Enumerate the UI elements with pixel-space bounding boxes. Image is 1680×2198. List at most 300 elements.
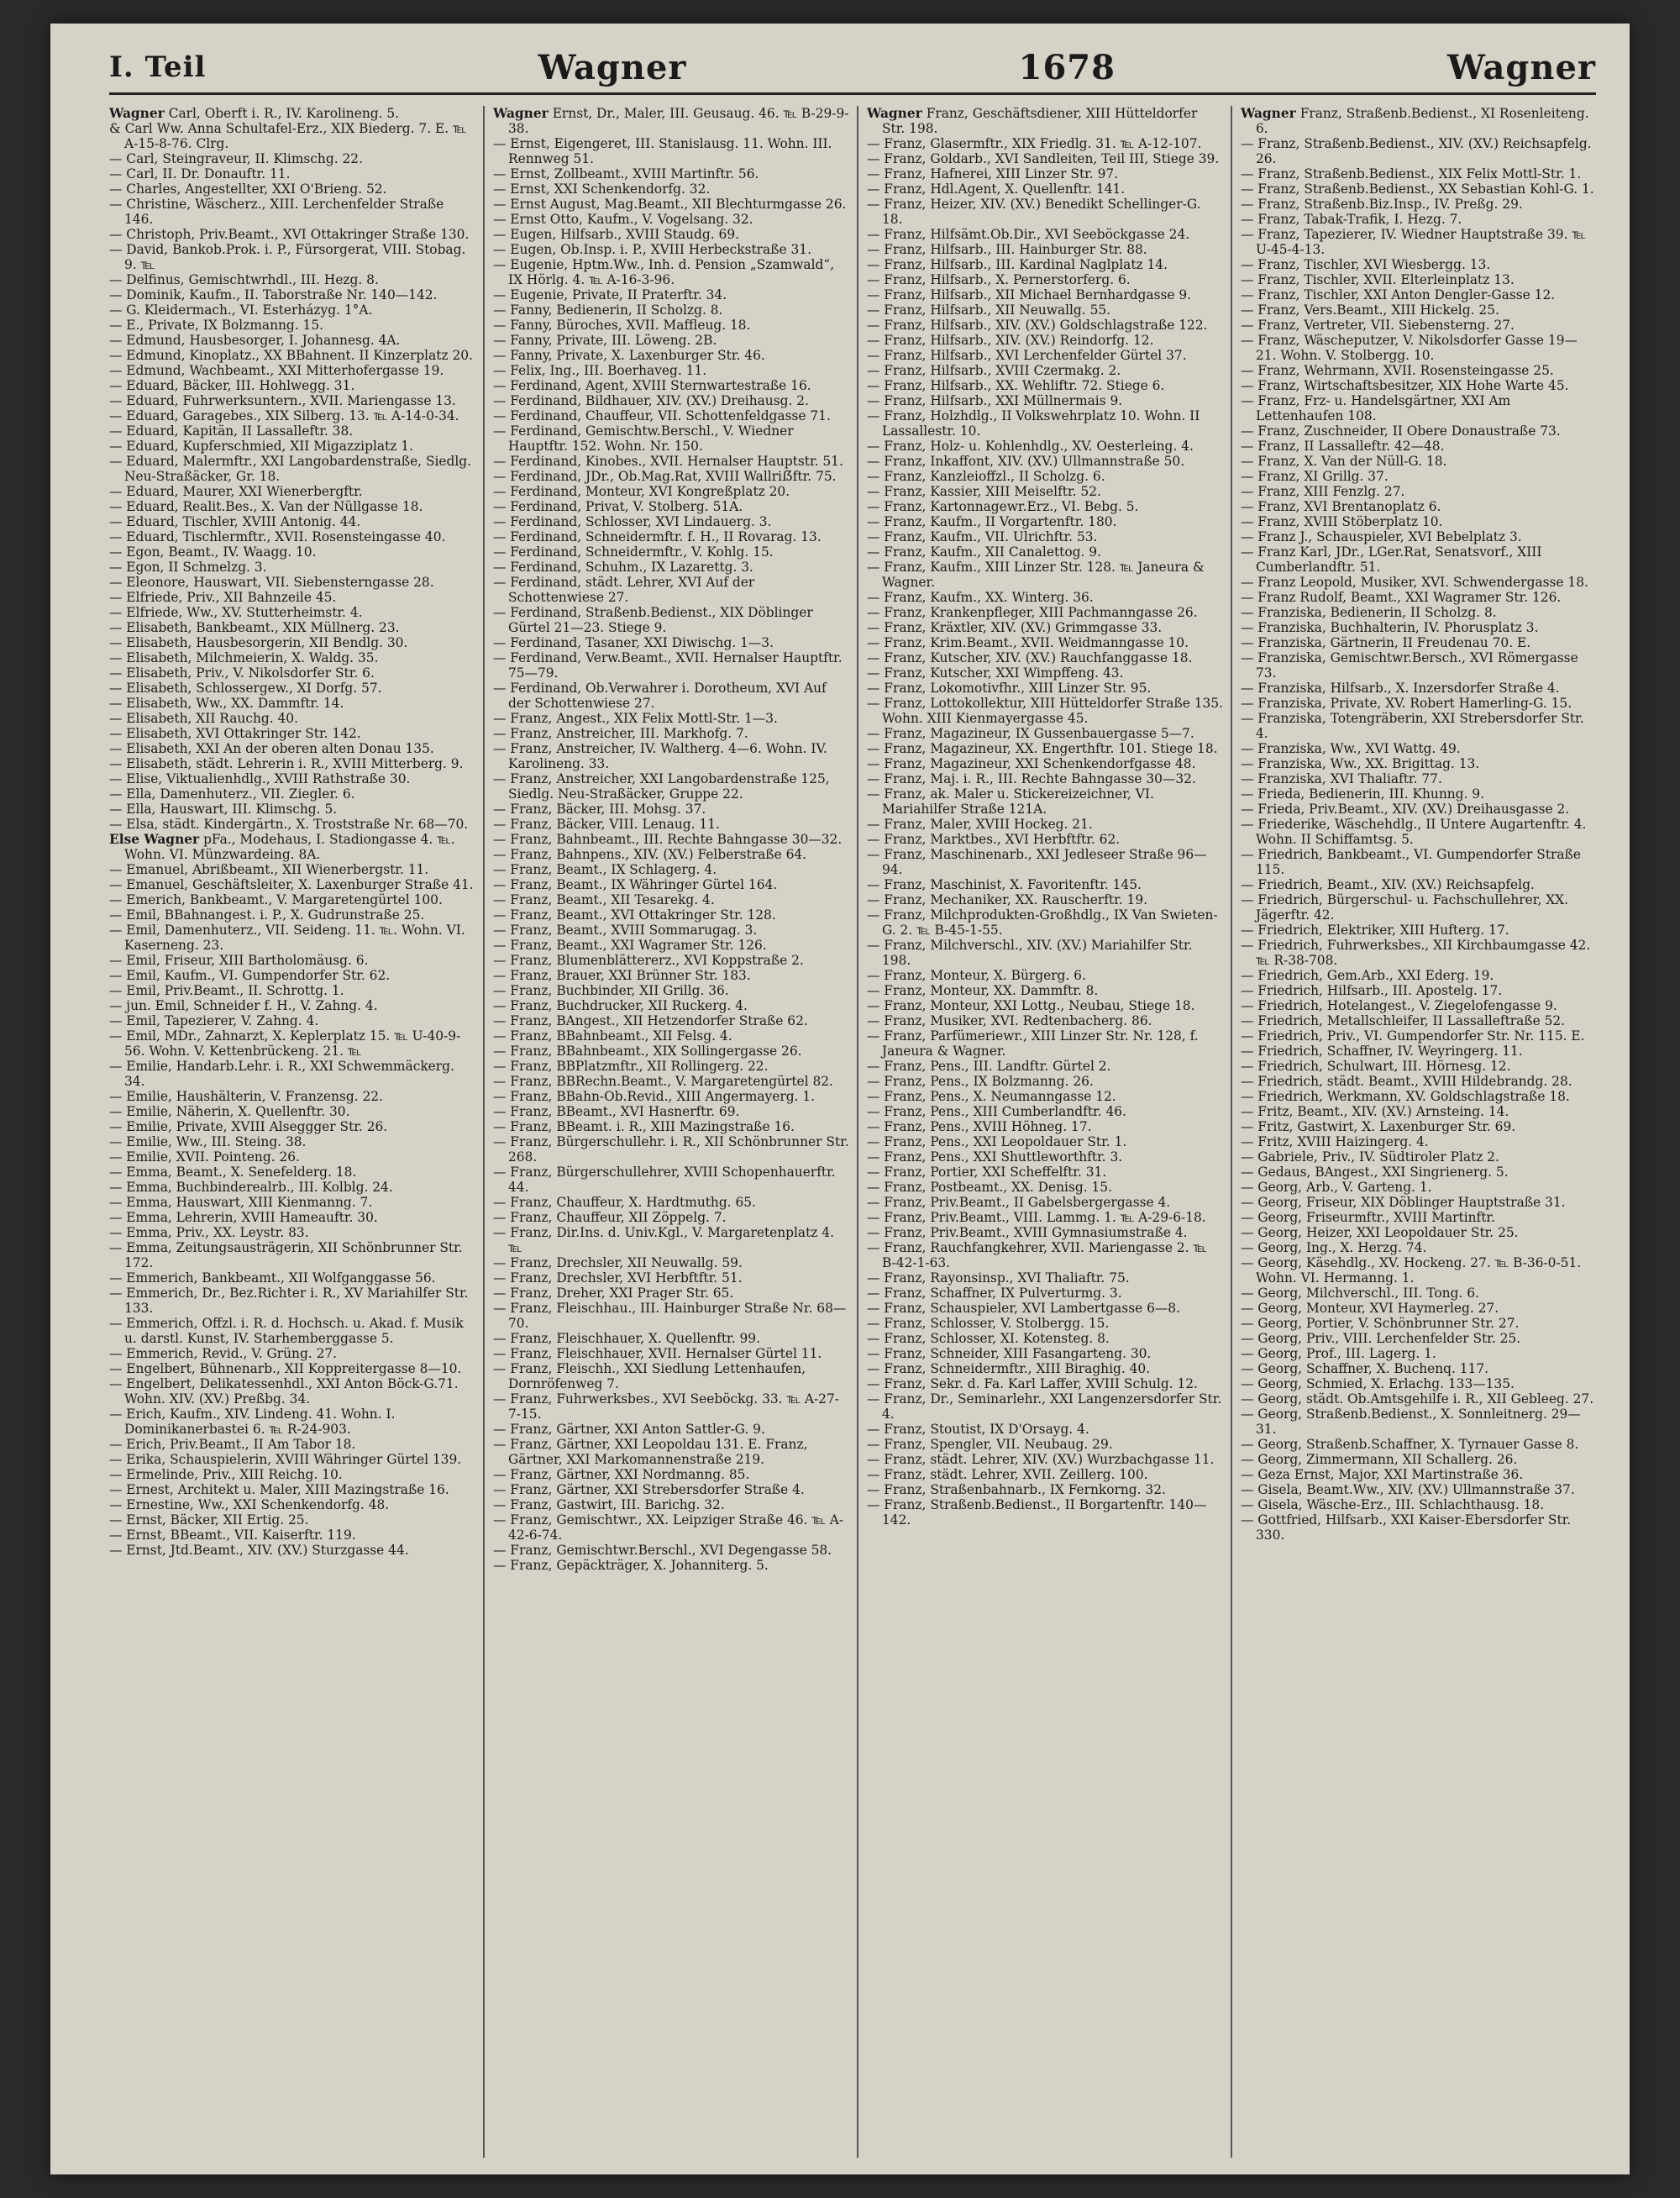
- entry-dash: —: [1241, 363, 1254, 378]
- entry-text: E., Private, IX Bolzmanng. 15.: [126, 318, 324, 333]
- directory-entry: [867, 741, 1224, 756]
- directory-entry: [493, 635, 850, 650]
- entry-text: Ernst, Bäcker, XII Ertig. 25.: [126, 1512, 309, 1528]
- entry-surname: Wagner: [1241, 106, 1296, 121]
- directory-entry: [1241, 529, 1598, 544]
- directory-entry: [867, 620, 1224, 635]
- entry-text: Emmerich, Dr., Bez.Richter i. R., XV Mariahilfer Str. 133.: [124, 1286, 469, 1316]
- directory-entry: [867, 151, 1224, 166]
- entry-dash: —: [867, 1361, 880, 1376]
- entry-text: Ella, Hauswart, III. Klimschg. 5.: [126, 802, 338, 817]
- entry-dash: —: [867, 1452, 880, 1467]
- entry-text: jun. Emil, Schneider f. H., V. Zahng. 4.: [126, 998, 378, 1013]
- directory-entry: [1241, 590, 1598, 605]
- entry-text: Eleonore, Hauswart, VII. Siebensterngasse 28.: [126, 575, 434, 590]
- entry-dash: —: [493, 923, 507, 938]
- entry-text: Franz, Brauer, XXI Brünner Str. 183.: [510, 968, 751, 983]
- entry-text: Franz, Beamt., XVI Ottakringer Str. 128.: [510, 907, 776, 923]
- entry-dash: —: [493, 408, 507, 423]
- directory-entry: [493, 1134, 850, 1165]
- directory-entry: [109, 106, 476, 121]
- entry-dash: —: [1241, 1512, 1254, 1528]
- directory-entry: [867, 1482, 1224, 1497]
- directory-entry: [867, 560, 1224, 590]
- entry-dash: —: [1241, 1180, 1254, 1195]
- directory-entry: [109, 363, 476, 378]
- directory-entry: [493, 529, 850, 544]
- directory-entry: [493, 1089, 850, 1104]
- entry-text: Elfriede, Priv., XII Bahnzeile 45.: [126, 590, 337, 605]
- directory-entry: [867, 756, 1224, 771]
- column-2: [483, 106, 857, 2158]
- directory-entry: [109, 1361, 476, 1376]
- entry-text: Franz, BAngest., XII Hetzendorfer Straße 62.: [510, 1013, 808, 1028]
- entry-dash: —: [867, 393, 880, 408]
- directory-entry: [867, 1225, 1224, 1240]
- entry-dash: —: [493, 333, 507, 348]
- entry-dash: —: [1241, 681, 1254, 696]
- entry-text: Friedrich, Schaffner, IV. Weyringerg. 11.: [1257, 1044, 1523, 1059]
- directory-entry: [109, 681, 476, 696]
- entry-dash: —: [109, 529, 123, 544]
- entry-text: Georg, Schaffner, X. Buchenq. 117.: [1257, 1361, 1489, 1376]
- directory-entry: [493, 1346, 850, 1361]
- directory-entry: [493, 832, 850, 847]
- entry-text: Franz, Bahnpens., XIV. (XV.) Felberstraße 64.: [510, 847, 807, 862]
- entry-dash: —: [493, 741, 507, 756]
- entry-text: Georg, Schmied, X. Erlachg. 133—135.: [1257, 1376, 1515, 1391]
- entry-text: Franz, Lottokollektur, XIII Hütteldorfer Straße 135. Wohn. XIII Kienmayergasse 45.: [882, 696, 1224, 726]
- entry-dash: —: [867, 348, 880, 363]
- directory-entry: [493, 711, 850, 726]
- entry-text: Franz, Hilfsarb., III. Hainburger Str. 88.: [884, 242, 1147, 257]
- entry-dash: —: [493, 499, 507, 514]
- entry-text: Franz, Wehrmann, XVII. Rosensteingasse 25.: [1257, 363, 1554, 378]
- directory-entry: [493, 1270, 850, 1286]
- directory-entry: [1241, 983, 1598, 998]
- entry-text: Egon, II Schmelzg. 3.: [126, 560, 267, 575]
- entry-text: Franz, Schneider, XIII Fasangarteng. 30.: [884, 1346, 1152, 1361]
- entry-dash: —: [493, 802, 507, 817]
- directory-entry: [109, 302, 476, 318]
- entry-dash: —: [493, 197, 507, 212]
- entry-text: Fritz, XVIII Haizingerg. 4.: [1257, 1134, 1429, 1149]
- directory-entry: [1241, 423, 1598, 439]
- directory-entry: [109, 121, 476, 151]
- directory-entry: [867, 136, 1224, 151]
- entry-text: Franz, Mechaniker, XX. Rauscherftr. 19.: [884, 892, 1148, 907]
- entry-text: Franz, Stoutist, IX D'Orsayg. 4.: [884, 1422, 1089, 1437]
- entry-text: Franz, Priv.Beamt., VIII. Lammg. 1. ℡ A-29-6-18.: [884, 1210, 1206, 1225]
- directory-entry: [1241, 817, 1598, 847]
- entry-dash: —: [109, 1104, 123, 1119]
- directory-entry: [109, 1316, 476, 1346]
- entry-text: Franz, städt. Lehrer, XVII. Zeillerg. 100.: [884, 1467, 1148, 1482]
- entry-text: Franz, BBahnbeamt., XII Felsg. 4.: [510, 1028, 732, 1044]
- entry-text: Franz, Schlosser, V. Stolbergg. 15.: [884, 1316, 1110, 1331]
- directory-entry: [493, 817, 850, 832]
- entry-dash: —: [493, 1089, 507, 1104]
- directory-entry: [109, 1028, 476, 1059]
- entry-surname: Wagner: [867, 106, 922, 121]
- entry-surname: Else Wagner: [109, 832, 200, 847]
- entry-dash: —: [493, 1210, 507, 1225]
- entry-dash: —: [493, 242, 507, 257]
- directory-entry: [109, 378, 476, 393]
- entry-text: Franz, Gärtner, XXI Anton Sattler-G. 9.: [510, 1422, 765, 1437]
- entry-columns: [109, 106, 1604, 2158]
- entry-text: Franz, Schauspieler, XVI Lambertgasse 6—8.: [884, 1301, 1180, 1316]
- entry-text: Franz, Angest., XIX Felix Mottl-Str. 1—3.: [510, 711, 778, 726]
- directory-entry: [109, 499, 476, 514]
- entry-text: Ernst, Dr., Maler, III. Geusaug. 46. ℡ B-29-9-38.: [508, 106, 849, 136]
- directory-entry: [1241, 1059, 1598, 1074]
- directory-entry: [867, 469, 1224, 484]
- directory-entry: [109, 1104, 476, 1119]
- entry-text: Franz, Drechsler, XVI Herbftftr. 51.: [510, 1270, 743, 1286]
- directory-entry: [867, 1165, 1224, 1180]
- entry-text: Carl, Oberft i. R., IV. Karolineng. 5.: [168, 106, 400, 121]
- directory-entry: [109, 620, 476, 635]
- entry-text: Franz, Schlosser, XI. Kotensteg. 8.: [884, 1331, 1110, 1346]
- entry-text: Elisabeth, Bankbeamt., XIX Müllnerg. 23.: [126, 620, 400, 635]
- entry-dash: —: [493, 1286, 507, 1301]
- entry-dash: —: [493, 227, 507, 242]
- entry-text: Franz, Kaufm., XIII Linzer Str. 128. ℡ Janeura & Wagner.: [882, 560, 1205, 590]
- entry-text: Eugen, Hilfsarb., XVIII Staudg. 69.: [510, 227, 740, 242]
- entry-text: Carl, Steingraveur, II. Klimschg. 22.: [126, 151, 363, 166]
- entry-text: Franz, Schneidermftr., XIII Biraghig. 40.: [884, 1361, 1151, 1376]
- entry-text: Friedrich, Priv., VI. Gumpendorfer Str. Nr. 115. E.: [1257, 1028, 1585, 1044]
- entry-text: Elisabeth, Hausbesorgerin, XII Bendlg. 30.: [126, 635, 408, 650]
- entry-dash: —: [1241, 197, 1254, 212]
- entry-text: Emma, Buchbinderealrb., III. Kolblg. 24.: [126, 1180, 393, 1195]
- entry-dash: —: [1241, 1452, 1254, 1467]
- entry-dash: —: [493, 832, 507, 847]
- entry-text: Fanny, Büroches, XVII. Maffleug. 18.: [510, 318, 751, 333]
- directory-entry: [109, 1543, 476, 1558]
- running-head-left: Wagner: [538, 47, 687, 87]
- entry-dash: —: [1241, 1013, 1254, 1028]
- entry-dash: —: [867, 1165, 880, 1180]
- directory-entry: [109, 287, 476, 302]
- entry-dash: —: [493, 454, 507, 469]
- directory-entry: [867, 786, 1224, 817]
- entry-dash: —: [109, 741, 123, 756]
- directory-entry: [1241, 756, 1598, 771]
- directory-entry: [867, 393, 1224, 408]
- directory-entry: [867, 166, 1224, 181]
- entry-dash: —: [867, 938, 880, 953]
- entry-dash: —: [867, 1240, 880, 1255]
- entry-dash: —: [867, 998, 880, 1013]
- directory-entry: [109, 590, 476, 605]
- directory-entry: [867, 439, 1224, 454]
- entry-dash: —: [1241, 499, 1254, 514]
- entry-dash: —: [867, 408, 880, 423]
- entry-text: Eduard, Bäcker, III. Hohlwegg. 31.: [126, 378, 355, 393]
- entry-text: Franz, II Lassalleftr. 42—48.: [1257, 439, 1445, 454]
- entry-text: Georg, Heizer, XXI Leopoldauer Str. 25.: [1257, 1225, 1519, 1240]
- directory-entry: [109, 1346, 476, 1361]
- entry-dash: —: [109, 923, 123, 938]
- entry-text: Franziska, XVI Thaliaftr. 77.: [1257, 771, 1442, 786]
- column-3: [857, 106, 1231, 2158]
- directory-entry: [867, 1134, 1224, 1149]
- entry-text: Emmerich, Revid., V. Grüng. 27.: [126, 1346, 338, 1361]
- entry-text: Franz, Kaufm., XX. Winterg. 36.: [884, 590, 1094, 605]
- entry-dash: —: [493, 1165, 507, 1180]
- entry-text: Elisabeth, städt. Lehrerin i. R., XVIII Mitterberg. 9.: [126, 756, 464, 771]
- directory-entry: [109, 1119, 476, 1134]
- directory-entry: [1241, 741, 1598, 756]
- entry-text: Franz, Beamt., IX Währinger Gürtel 164.: [510, 877, 778, 892]
- directory-entry: [109, 817, 476, 832]
- directory-entry: [867, 1240, 1224, 1270]
- directory-entry: [493, 1255, 850, 1270]
- directory-entry: [109, 181, 476, 197]
- entry-text: Gedaus, BAngest., XXI Singrienerg. 5.: [1257, 1165, 1509, 1180]
- entry-text: Fanny, Bedienerin, II Scholzg. 8.: [510, 302, 723, 318]
- entry-dash: —: [493, 1119, 507, 1134]
- entry-text: Franz, Dr., Seminarlehr., XXI Langenzersdorfer Str. 4.: [882, 1391, 1222, 1422]
- directory-entry: [109, 242, 476, 272]
- entry-text: Franz, Kaufm., VII. Ulrichftr. 53.: [884, 529, 1098, 544]
- directory-entry: [493, 907, 850, 923]
- directory-entry: [493, 1361, 850, 1391]
- directory-entry: [493, 544, 850, 560]
- directory-entry: [493, 1059, 850, 1074]
- entry-text: Franz, XVI Brentanoplatz 6.: [1257, 499, 1441, 514]
- directory-entry: [109, 665, 476, 681]
- entry-dash: —: [1241, 1104, 1254, 1119]
- entry-text: Franz, Kutscher, XIV. (XV.) Rauchfanggasse 18.: [884, 650, 1193, 665]
- entry-text: Georg, Portier, V. Schönbrunner Str. 27.: [1257, 1316, 1520, 1331]
- entry-text: Franz, Monteur, XX. Dammftr. 8.: [884, 983, 1099, 998]
- entry-dash: —: [1241, 1255, 1254, 1270]
- entry-text: Franz, Pens., IX Bolzmanng. 26.: [884, 1074, 1094, 1089]
- entry-dash: —: [109, 650, 123, 665]
- directory-entry: [109, 1407, 476, 1437]
- directory-entry: [109, 1165, 476, 1180]
- directory-entry: [493, 499, 850, 514]
- entry-text: Franz, Gärtner, XXI Strebersdorfer Straße 4.: [510, 1482, 805, 1497]
- entry-dash: —: [867, 635, 880, 650]
- entry-dash: —: [1241, 302, 1254, 318]
- entry-dash: —: [109, 756, 123, 771]
- entry-text: Georg, Prof., III. Lagerg. 1.: [1257, 1346, 1436, 1361]
- entry-text: Ferdinand, Kinobes., XVII. Hernalser Hauptstr. 51.: [510, 454, 843, 469]
- entry-text: Georg, Käsehdlg., XV. Hockeng. 27. ℡ B-36-0-51. Wohn. VI. Hermanng. 1.: [1256, 1255, 1582, 1286]
- entry-dash: —: [109, 1528, 123, 1543]
- directory-entry: [867, 1013, 1224, 1028]
- directory-entry: [1241, 1376, 1598, 1391]
- entry-dash: —: [493, 1391, 507, 1407]
- entry-dash: —: [1241, 514, 1254, 529]
- entry-text: Franz, Holz- u. Kohlenhdlg., XV. Oesterleing. 4.: [884, 439, 1194, 454]
- entry-dash: —: [493, 378, 507, 393]
- entry-dash: —: [109, 1119, 123, 1134]
- entry-dash: —: [867, 650, 880, 665]
- entry-text: Franz, Tischler, XXI Anton Dengler-Gasse 12.: [1257, 287, 1556, 302]
- entry-text: Fritz, Beamt., XIV. (XV.) Arnsteing. 14.: [1257, 1104, 1509, 1119]
- entry-dash: —: [1241, 136, 1254, 151]
- entry-dash: —: [867, 741, 880, 756]
- entry-text: Franz, Pens., XXI Shuttleworthftr. 3.: [884, 1149, 1123, 1165]
- directory-entry: [867, 1059, 1224, 1074]
- entry-text: Franz, Straßenb.Bedienst., XI Rosenleiteng. 6.: [1256, 106, 1589, 136]
- entry-dash: —: [1241, 257, 1254, 272]
- entry-text: Friedrich, Bürgerschul- u. Fachschullehrer, XX. Jägerftr. 42.: [1256, 892, 1569, 923]
- entry-text: Franz, Gärtner, XXI Leopoldau 131. E. Franz, Gärtner, XXI Markomannenstraße 219.: [508, 1437, 808, 1467]
- entry-text: Franz, Gemischtwr., XX. Leipziger Straße 46. ℡ A-42-6-74.: [508, 1512, 844, 1543]
- entry-text: Franz, X. Van der Nüll-G. 18.: [1257, 454, 1447, 469]
- entry-dash: —: [109, 1180, 123, 1195]
- entry-dash: —: [1241, 1240, 1254, 1255]
- entry-text: Engelbert, Bühnenarb., XII Koppreitergasse 8—10.: [126, 1361, 462, 1376]
- entry-dash: —: [867, 166, 880, 181]
- directory-entry: [493, 408, 850, 423]
- directory-entry: [493, 998, 850, 1013]
- entry-text: Fritz, Gastwirt, X. Laxenburger Str. 69.: [1257, 1119, 1516, 1134]
- directory-entry: [109, 1497, 476, 1512]
- entry-dash: —: [109, 484, 123, 499]
- directory-entry: [1241, 1497, 1598, 1512]
- entry-dash: —: [1241, 1165, 1254, 1180]
- directory-entry: [1241, 1286, 1598, 1301]
- entry-text: Franz, Maschinist, X. Favoritenftr. 145.: [884, 877, 1142, 892]
- entry-dash: —: [109, 771, 123, 786]
- entry-text: Ella, Damenhuterz., VII. Ziegler. 6.: [126, 786, 355, 802]
- entry-dash: —: [867, 272, 880, 287]
- directory-entry: [109, 1180, 476, 1195]
- entry-text: Franz, Hilfsarb., XVIII Czermakg. 2.: [884, 363, 1121, 378]
- entry-dash: —: [867, 560, 880, 575]
- entry-dash: —: [1241, 181, 1254, 197]
- directory-entry: [493, 363, 850, 378]
- entry-text: Franz, Marktbes., XVI Herbftftr. 62.: [884, 832, 1121, 847]
- entry-text: Friedrich, Bankbeamt., VI. Gumpendorfer Straße 115.: [1256, 847, 1581, 877]
- directory-entry: [109, 1013, 476, 1028]
- directory-entry: [867, 302, 1224, 318]
- directory-entry: [867, 1195, 1224, 1210]
- entry-dash: —: [493, 953, 507, 968]
- entry-text: Georg, Priv., VIII. Lerchenfelder Str. 25.: [1257, 1331, 1521, 1346]
- entry-text: Franz, Magazineur, IX Gussenbauergasse 5—7.: [884, 726, 1194, 741]
- directory-entry: [493, 1028, 850, 1044]
- entry-dash: —: [1241, 1482, 1254, 1497]
- directory-entry: [109, 862, 476, 877]
- entry-dash: —: [867, 227, 880, 242]
- entry-text: Franz, Parfümeriewr., XIII Linzer Str. Nr. 128, f. Janeura & Wagner.: [882, 1028, 1199, 1059]
- entry-dash: —: [109, 605, 123, 620]
- directory-entry: [1241, 1074, 1598, 1089]
- directory-entry: [1241, 711, 1598, 741]
- entry-dash: —: [1241, 650, 1254, 665]
- entry-dash: —: [867, 318, 880, 333]
- entry-text: Engelbert, Delikatessenhdl., XXI Anton Böck-G.71. Wohn. XIV. (XV.) Preßbg. 34.: [124, 1376, 459, 1407]
- entry-text: Franz, Bürgerschullehrer, XVIII Schopenhauerftr. 44.: [508, 1165, 836, 1195]
- entry-text: Ferdinand, Schlosser, XVI Lindauerg. 3.: [510, 514, 772, 529]
- entry-text: Ferdinand, Monteur, XVI Kongreßplatz 20.: [510, 484, 790, 499]
- directory-entry: [1241, 287, 1598, 302]
- directory-entry: [867, 696, 1224, 726]
- directory-entry: [109, 968, 476, 983]
- entry-text: Franziska, Hilfsarb., X. Inzersdorfer Straße 4.: [1257, 681, 1560, 696]
- entry-dash: —: [109, 318, 123, 333]
- entry-dash: —: [867, 1028, 880, 1044]
- directory-entry: [493, 333, 850, 348]
- entry-dash: —: [867, 726, 880, 741]
- directory-entry: [493, 1210, 850, 1225]
- directory-entry: [1241, 998, 1598, 1013]
- entry-text: Franz, XIII Fenzlg. 27.: [1257, 484, 1405, 499]
- entry-text: Ferdinand, Verw.Beamt., XVII. Hernalser Hauptftr. 75—79.: [508, 650, 843, 681]
- entry-text: Friedrich, Fuhrwerksbes., XII Kirchbaumgasse 42. ℡ R-38-708.: [1256, 938, 1591, 968]
- directory-entry: [867, 454, 1224, 469]
- entry-dash: —: [1241, 469, 1254, 484]
- directory-entry: [493, 242, 850, 257]
- entry-dash: —: [1241, 1316, 1254, 1331]
- entry-dash: —: [1241, 1437, 1254, 1452]
- entry-text: Fanny, Private, X. Laxenburger Str. 46.: [510, 348, 765, 363]
- entry-dash: —: [867, 1467, 880, 1482]
- entry-text: Franz, Anstreicher, IV. Waltherg. 4—6. Wohn. IV. Karolineng. 33.: [508, 741, 827, 771]
- directory-entry: [109, 1089, 476, 1104]
- directory-entry: [1241, 1104, 1598, 1119]
- entry-dash: —: [1241, 272, 1254, 287]
- entry-dash: —: [867, 1301, 880, 1316]
- directory-entry: [1241, 106, 1598, 136]
- directory-entry: [867, 242, 1224, 257]
- entry-dash: —: [1241, 1044, 1254, 1059]
- entry-dash: —: [493, 938, 507, 953]
- entry-text: Franz, Hilfsarb., XII Michael Bernhardgasse 9.: [884, 287, 1192, 302]
- entry-dash: —: [1241, 620, 1254, 635]
- entry-dash: —: [867, 257, 880, 272]
- directory-entry: [867, 665, 1224, 681]
- entry-text: Elisabeth, Ww., XX. Dammftr. 14.: [126, 696, 344, 711]
- entry-dash: —: [493, 469, 507, 484]
- entry-dash: —: [1241, 923, 1254, 938]
- entry-dash: —: [1241, 711, 1254, 726]
- entry-text: Franz, Straßenb.Bedienst., XX Sebastian Kohl-G. 1.: [1257, 181, 1594, 197]
- entry-dash: —: [1241, 378, 1254, 393]
- entry-text: Franz, Tischler, XVI Wiesbergg. 13.: [1257, 257, 1491, 272]
- entry-text: Franziska, Gemischtwr.Bersch., XVI Römergasse 73.: [1256, 650, 1578, 681]
- entry-dash: —: [109, 1210, 123, 1225]
- directory-entry: [1241, 272, 1598, 287]
- directory-entry: [109, 1528, 476, 1543]
- entry-dash: —: [1241, 1195, 1254, 1210]
- entry-dash: —: [109, 635, 123, 650]
- directory-entry: [1241, 136, 1598, 166]
- directory-entry: [109, 635, 476, 650]
- entry-dash: —: [109, 1028, 123, 1044]
- entry-dash: —: [867, 786, 880, 802]
- entry-dash: —: [867, 1013, 880, 1028]
- directory-entry: [1241, 166, 1598, 181]
- entry-text: Geza Ernst, Major, XXI Martinstraße 36.: [1257, 1467, 1524, 1482]
- entry-text: Franz, Beamt., XII Tesarekg. 4.: [510, 892, 715, 907]
- directory-entry: [867, 650, 1224, 665]
- entry-text: Ermelinde, Priv., XIII Reichg. 10.: [126, 1467, 343, 1482]
- directory-entry: [1241, 1331, 1598, 1346]
- directory-entry: [493, 771, 850, 802]
- entry-text: Franz, Hdl.Agent, X. Quellenftr. 141.: [884, 181, 1126, 197]
- entry-text: Franz, Tapezierer, IV. Wiedner Hauptstraße 39. ℡ U-45-4-13.: [1256, 227, 1586, 257]
- entry-dash: —: [1241, 227, 1254, 242]
